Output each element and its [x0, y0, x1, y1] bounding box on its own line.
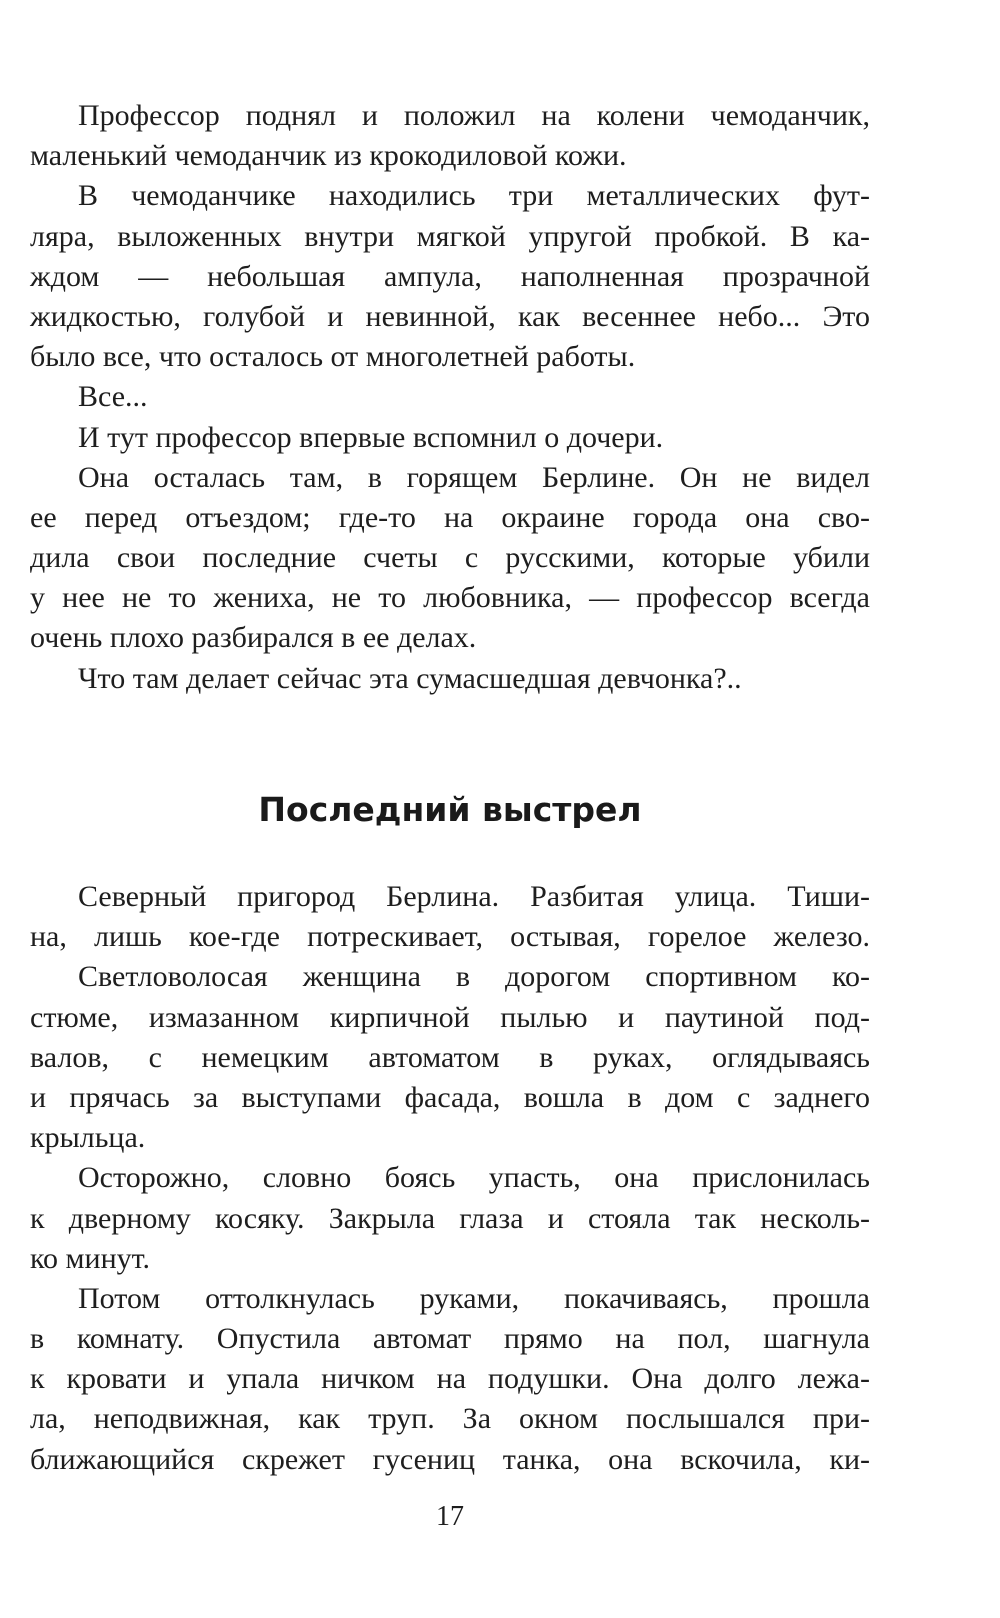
text-line: очень плохо разбирался в ее делах.	[30, 621, 477, 655]
text-line: к кровати и упала ничком на подушки. Она долго лежа-	[30, 1362, 870, 1396]
text-line: ляра, выложенных внутри мягкой упругой пробкой. В ка-	[30, 219, 870, 253]
text-line: валов, с немецким автоматом в руках, оглядываясь	[30, 1040, 870, 1074]
text-line: ждом — небольшая ампула, наполненная прозрачной	[30, 259, 870, 293]
section-1-text	[30, 96, 870, 699]
text-line: маленький чемоданчик из крокодиловой кожи.	[30, 139, 627, 173]
text-line: на, лишь кое-где потрескивает, остывая, горелое железо.	[30, 920, 870, 954]
text-line: ее перед отъездом; где-то на окраине города она сво-	[30, 500, 870, 534]
text-line: Профессор поднял и положил на колени чемоданчик,	[78, 99, 870, 132]
text-line: дила свои последние счеты с русскими, которые убили	[30, 541, 870, 575]
text-line: И тут профессор впервые вспомнил о дочери.	[78, 420, 664, 454]
text-line: ла, неподвижная, как труп. За окном послышался при-	[30, 1402, 870, 1436]
text-line: в комнату. Опустила автомат прямо на пол, шагнула	[30, 1322, 870, 1356]
text-line: Осторожно, словно боясь упасть, она прислонилась	[78, 1161, 870, 1195]
text-line: Что там делает сейчас эта сумасшедшая девчонка?..	[78, 661, 742, 695]
page-number: 17	[436, 1501, 464, 1532]
text-line: Все...	[78, 380, 148, 414]
text-line: крыльца.	[30, 1121, 146, 1155]
text-line: Она осталась там, в горящем Берлине. Он не видел	[78, 460, 870, 494]
text-line: Светловолосая женщина в дорогом спортивном ко-	[78, 960, 870, 994]
text-line: Потом оттолкнулась руками, покачиваясь, прошла	[78, 1281, 870, 1315]
text-line: ко минут.	[30, 1241, 150, 1275]
text-line: Северный пригород Берлина. Разбитая улица. Тиши-	[78, 880, 870, 913]
chapter-heading: Последний выстрел	[258, 790, 642, 829]
text-line: и прячась за выступами фасада, вошла в дом с заднего	[30, 1080, 870, 1114]
text-line: жидкостью, голубой и невинной, как весеннее небо... Это	[30, 299, 870, 333]
text-line: у нее не то жениха, не то любовника, — профессор всегда	[30, 581, 870, 615]
text-line: стюме, измазанном кирпичной пылью и паутиной под-	[30, 1000, 870, 1034]
section-2-text	[30, 877, 870, 1480]
text-line: ближающийся скрежет гусениц танка, она вскочила, ки-	[30, 1442, 870, 1476]
text-line: было все, что осталось от многолетней работы.	[30, 340, 636, 374]
text-line: к дверному косяку. Закрыла глаза и стояла так несколь-	[30, 1201, 870, 1235]
text-line: В чемоданчике находились три металлических фут-	[78, 179, 870, 213]
